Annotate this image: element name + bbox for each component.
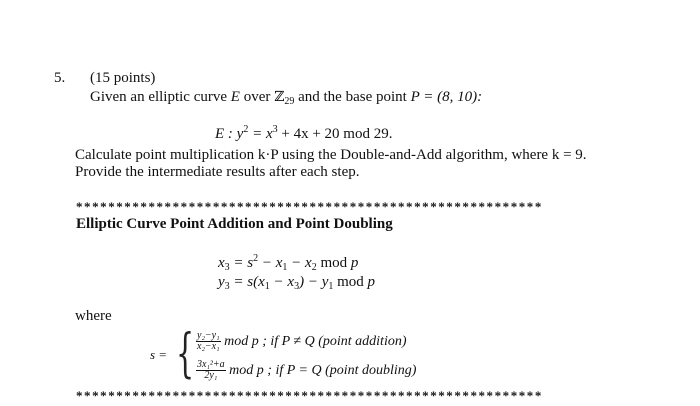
separator-top: ********************************************************** [76, 199, 543, 214]
x3-b: = s [229, 255, 254, 271]
addition-denominator: x₂−x₁ [197, 341, 220, 352]
x3-d: − x [287, 255, 312, 271]
given-over: over [243, 89, 271, 105]
x3-a: x [218, 255, 225, 271]
x3-d-sub: 2 [311, 262, 317, 273]
task-line-1: Calculate point multiplication k·P using the Double-and-Add algorithm, where k = 9. [75, 147, 587, 163]
y3-a: y [218, 274, 225, 290]
s-label: s = [150, 347, 168, 362]
y3-c-sub: 3 [294, 281, 300, 292]
doubling-fraction [196, 360, 226, 381]
y3-p: p [367, 274, 376, 290]
task-line-2: Provide the intermediate results after each step. [75, 164, 360, 180]
y3-c: − x [269, 274, 295, 290]
eq-rest: + 4x + 20 mod 29. [277, 126, 393, 142]
y3-d-sub: 1 [328, 281, 334, 292]
x3-p: p [350, 255, 359, 271]
y3-b-sub: 1 [264, 281, 270, 292]
addition-numerator: y₂−y₁ [197, 330, 220, 341]
case-doubling [196, 360, 416, 381]
section-title: Elliptic Curve Point Addition and Point Doubling [76, 216, 393, 232]
y3-d: ) − y [299, 274, 329, 290]
left-brace: { [176, 324, 195, 384]
eq-x: = x [248, 126, 273, 142]
base-point: P = (8, 10): [410, 89, 483, 105]
where-label: where [75, 308, 112, 324]
doubling-condition: mod p ; if P = Q (point doubling) [225, 362, 417, 378]
y3-a-sub: 3 [224, 281, 230, 292]
curve-equation [215, 124, 392, 143]
eq-lhs-exp: 2 [243, 124, 249, 135]
y3-b: = s(x [229, 274, 265, 290]
eq-lhs: E : y [215, 126, 244, 142]
given-prefix: Given an elliptic curve [90, 89, 228, 105]
y3-formula [218, 274, 375, 292]
addition-fraction [196, 331, 221, 352]
separator-bottom: ********************************************************** [76, 388, 543, 403]
y3-mod: mod [333, 274, 368, 290]
given-and-base: and the base point [298, 89, 407, 105]
doubling-denominator: 2y₁ [204, 370, 218, 381]
x3-formula [218, 253, 358, 273]
doubling-numerator: 3x₁²+a [197, 359, 225, 370]
x3-b-exp: 2 [253, 253, 259, 264]
eq-x-exp: 3 [272, 124, 278, 135]
x3-c-sub: 1 [282, 262, 288, 273]
curve-var: E [230, 89, 240, 105]
addition-condition: mod p ; if P ≠ Q (point addition) [220, 333, 407, 349]
x3-c: − x [258, 255, 283, 271]
problem-number: 5. [54, 70, 66, 86]
field-sub: 29 [284, 96, 295, 107]
problem-points: (15 points) [90, 70, 156, 86]
x3-a-sub: 3 [224, 262, 230, 273]
field-symbol: ℤ [274, 89, 285, 105]
given-line [90, 89, 482, 107]
case-addition [196, 331, 407, 352]
x3-mod: mod [316, 255, 351, 271]
